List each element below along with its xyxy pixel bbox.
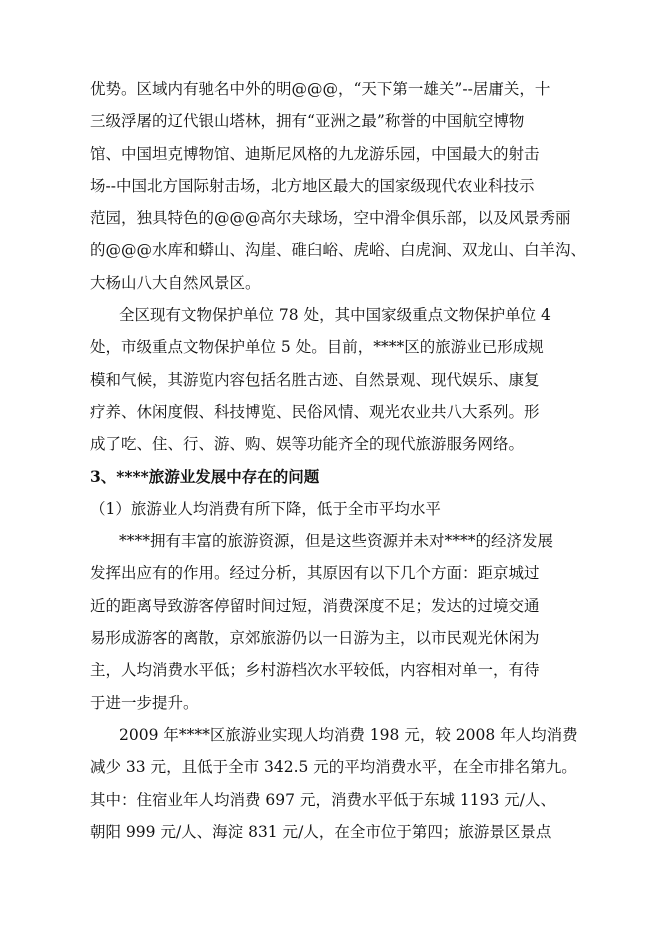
- subsection-heading: （1）旅游业人均消费有所下降，低于全市平均水平: [90, 499, 441, 518]
- text-line: 的@@@水库和蟒山、沟崖、碓臼峪、虎峪、白虎涧、双龙山、白羊沟、: [90, 241, 587, 260]
- text-line: 成了吃、住、行、游、购、娱等功能齐全的现代旅游服务网络。: [90, 435, 525, 454]
- text-line: 场--中国北方国际射击场，北方地区最大的国家级现代农业科技示: [90, 176, 535, 195]
- text-line: 模和气候，其游览内容包括名胜古迹、自然景观、现代娱乐、康复: [90, 370, 540, 389]
- text-line: 发挥出应有的作用。经过分析，其原因有以下几个方面：距京城过: [90, 564, 540, 583]
- text-line: 处，市级重点文物保护单位 5 处。目前，****区的旅游业已形成规: [90, 338, 544, 357]
- text-line: 优势。区域内有驰名中外的明@@@，“天下第一雄关”--居庸关，十: [90, 80, 551, 98]
- paragraph-first-line: 全区现有文物保护单位 78 处，其中国家级重点文物保护单位 4: [119, 306, 551, 325]
- text-line: 近的距离导致游客停留时间过短，消费深度不足；发达的过境交通: [90, 596, 540, 615]
- paragraph-first-line: 2009 年****区旅游业实现人均消费 198 元，较 2008 年人均消费: [119, 725, 578, 744]
- paragraph-first-line: ****拥有丰富的旅游资源，但是这些资源并未对****的经济发展: [119, 532, 554, 551]
- text-line: 其中：住宿业年人均消费 697 元，消费水平低于东城 1193 元/人、: [90, 790, 556, 809]
- text-line: 疗养、休闲度假、科技博览、民俗风情、观光农业共八大系列。形: [90, 402, 540, 421]
- text-line: 馆、中国坦克博物馆、迪斯尼风格的九龙游乐园，中国最大的射击: [90, 144, 540, 163]
- text-line: 易形成游客的离散，京郊旅游仍以一日游为主，以市民观光休闲为: [90, 629, 540, 648]
- text-line: 大杨山八大自然风景区。: [90, 273, 261, 292]
- text-line: 于进一步提升。: [90, 693, 199, 712]
- document-body: [0, 73, 662, 848]
- text-line: 减少 33 元，且低于全市 342.5 元的平均消费水平，在全市排名第九。: [90, 758, 577, 777]
- text-line: 主，人均消费水平低；乡村游档次水平较低，内容相对单一，有待: [90, 661, 540, 680]
- text-line: 范园，独具特色的@@@高尔夫球场，空中滑伞俱乐部，以及风景秀丽: [90, 209, 571, 228]
- text-line: 三级浮屠的辽代银山塔林，拥有“亚洲之最”称誉的中国航空博物: [90, 112, 525, 131]
- text-line: 朝阳 999 元/人、海淀 831 元/人，在全市位于第四；旅游景区景点: [90, 822, 552, 841]
- section-heading: 3、****旅游业发展中存在的问题: [90, 466, 320, 486]
